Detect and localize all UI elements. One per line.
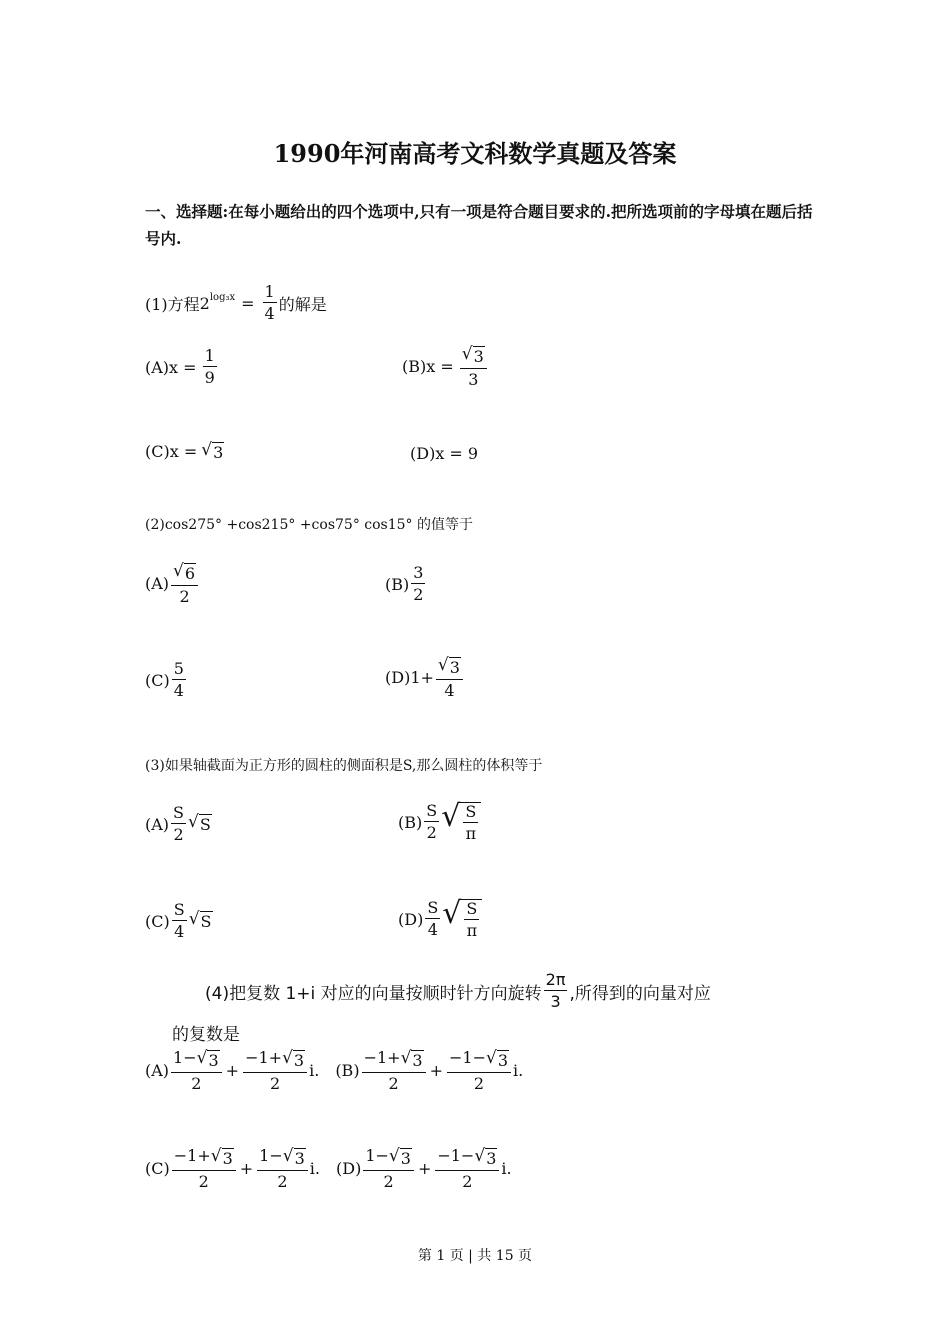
q1-option-c: (C)x = √ 3 bbox=[145, 440, 224, 462]
q1-option-b: (B)x = √ 3 3 bbox=[402, 346, 489, 388]
q1-exponent: log₃x bbox=[209, 291, 236, 303]
q2-option-d: (D)1+ √ 3 4 bbox=[385, 657, 465, 699]
q1-prefix: (1)方程 bbox=[145, 294, 200, 314]
q3-option-c: (C) $\frac{S}{4}$ √ S bbox=[145, 900, 212, 941]
question-3: (3)如果轴截面为正方形的圆柱的侧面积是S,那么圆柱的体积等于 bbox=[145, 758, 543, 774]
question-2: (2)cos275° +cos215° +cos75° cos15° 的值等于 bbox=[145, 517, 473, 533]
q1-base: 2 bbox=[199, 293, 210, 313]
q1-suffix: 的解是 bbox=[278, 294, 327, 314]
q3-option-b: (B) $\frac{S}{2}$ √ $\frac{S}{\pi}$ bbox=[398, 802, 481, 842]
page-title: 1990年河南高考文科数学真题及答案 bbox=[273, 139, 677, 168]
q2-option-a: (A) √ 6 2 bbox=[145, 563, 200, 605]
q1-option-d: (D)x = 9 bbox=[410, 444, 479, 463]
question-4-continued: 的复数是 bbox=[172, 1025, 240, 1045]
question-1 bbox=[145, 284, 327, 322]
page-footer: 第 1 页 | 共 15 页 bbox=[417, 1248, 533, 1264]
q2-option-b: (B) $\frac{3}{2}$ bbox=[385, 563, 424, 604]
q3-option-d: (D) $\frac{S}{4}$ √ $\frac{S}{\pi}$ bbox=[398, 899, 482, 939]
q1-fraction: $\frac{1}{4}$ bbox=[264, 282, 275, 323]
question-4: (4)把复数 1+i 对应的向量按顺时针方向旋转 $\frac{2\pi}{3}$ ,所得到的向量对应 bbox=[205, 970, 711, 1011]
q4-options-cd: (C) −1+ √ 3 2 + 1− √ 3 2 i. (D) 1− √ 3 2 + −1− √ 3 2 i. bbox=[145, 1146, 512, 1191]
section-header: 一、选择题:在每小题给出的四个选项中,只有一项是符合题目要求的.把所选项前的字母填在题后括号内. bbox=[145, 202, 813, 248]
q2-option-c: (C) $\frac{5}{4}$ bbox=[145, 659, 184, 700]
q1-option-a: (A)x = $\frac{1}{9}$ bbox=[145, 346, 215, 387]
q4-options-ab: (A) 1− √ 3 2 + −1+ √ 3 2 i. (B) −1+ √ 3 2 + −1− √ 3 2 i. bbox=[145, 1048, 524, 1093]
q1-equals: = bbox=[241, 293, 255, 313]
q3-option-a: (A) $\frac{S}{2}$ √ S bbox=[145, 803, 211, 844]
